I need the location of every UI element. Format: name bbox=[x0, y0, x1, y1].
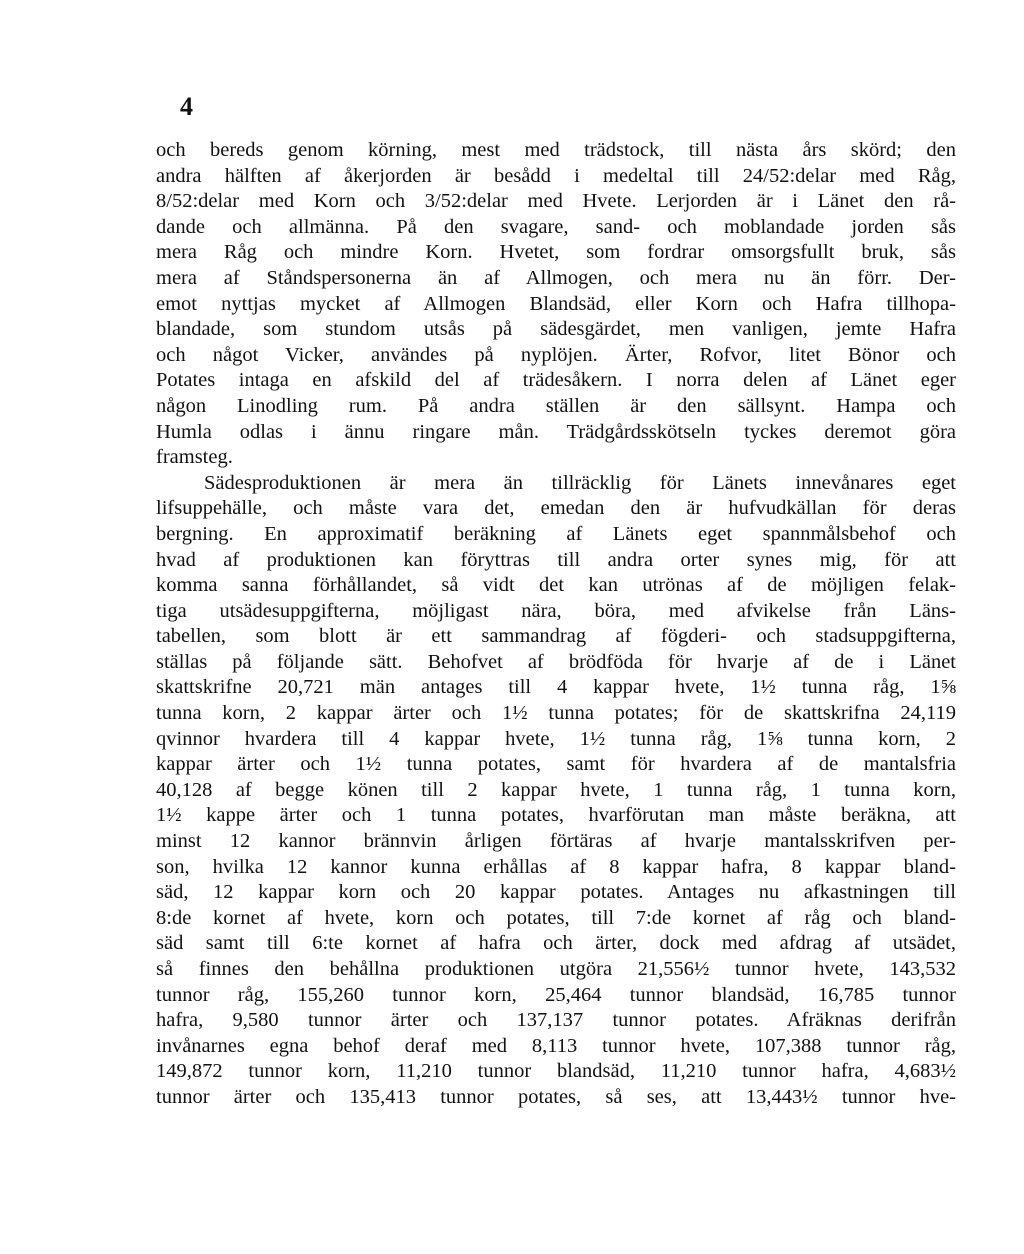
text-line: emot nyttjas mycket af Allmogen Blandsäd, eller Korn och Hafra tillhopa- bbox=[156, 292, 956, 315]
text-line: så finnes den behållna produktionen utgöra 21,556½ tunnor hvete, 143,532 bbox=[156, 958, 956, 980]
text-line: 40,128 af begge könen till 2 kappar hvete, 1 tunna råg, 1 tunna korn, bbox=[156, 778, 956, 801]
text-line: Sädesproduktionen är mera än tillräcklig för Länets innevånares eget bbox=[204, 471, 956, 494]
text-line: bergning. En approximatif beräkning af Länets eget spannmålsbehof och bbox=[156, 522, 956, 545]
text-line: invånarnes egna behof deraf med 8,113 tunnor hvete, 107,388 tunnor råg, bbox=[156, 1034, 956, 1057]
text-line: Humla odlas i ännu ringare mån. Trädgårdsskötseln tyckes deremot göra bbox=[156, 420, 956, 443]
text-line: andra hälften af åkerjorden är besådd i medeltal till 24/52:delar med Råg, bbox=[156, 164, 956, 187]
text-line: 149,872 tunnor korn, 11,210 tunnor blandsäd, 11,210 tunnor hafra, 4,683½ bbox=[156, 1060, 956, 1083]
text-line: komma sanna förhållandet, så vidt det kan utrönas af de möjligen felak- bbox=[156, 574, 956, 597]
page-number: 4 bbox=[180, 92, 193, 121]
text-line: qvinnor hvardera till 4 kappar hvete, 1½ tunna råg, 1⅝ tunna korn, 2 bbox=[156, 727, 956, 750]
text-line: hvad af produktionen kan föryttras till andra orter synes mig, för att bbox=[156, 548, 956, 571]
text-line: och något Vicker, användes på nyplöjen. Ärter, Rofvor, litet Bönor och bbox=[156, 343, 956, 366]
text-line: tunnor ärter och 135,413 tunnor potates, så ses, att 13,443½ tunnor hve- bbox=[156, 1085, 956, 1108]
text-line: och bereds genom körning, mest med trädstock, till nästa års skörd; den bbox=[156, 139, 956, 161]
text-line: kappar ärter och 1½ tunna potates, samt för hvardera af de mantalsfria bbox=[156, 753, 956, 776]
body-text bbox=[156, 138, 956, 1111]
text-line: framsteg. bbox=[156, 446, 233, 469]
text-line: hafra, 9,580 tunnor ärter och 137,137 tunnor potates. Afräknas derifrån bbox=[156, 1009, 956, 1032]
text-line: säd, 12 kappar korn och 20 kappar potates. Antages nu afkastningen till bbox=[156, 881, 956, 904]
text-line: Potates intaga en afskild del af trädesåkern. I norra delen af Länet eger bbox=[156, 369, 956, 392]
text-line: blandade, som stundom utsås på sädesgärdet, men vanligen, jemte Hafra bbox=[156, 318, 956, 341]
text-line: son, hvilka 12 kannor kunna erhållas af 8 kappar hafra, 8 kappar bland- bbox=[156, 855, 956, 878]
text-line: minst 12 kannor brännvin årligen förtäras af hvarje mantalsskrifven per- bbox=[156, 830, 956, 853]
text-line: mera Råg och mindre Korn. Hvetet, som fordrar omsorgsfullt bruk, sås bbox=[156, 241, 956, 264]
text-line: säd samt till 6:te kornet af hafra och ärter, dock med afdrag af utsädet, bbox=[156, 932, 956, 955]
text-line: dande och allmänna. På den svagare, sand- och moblandade jorden sås bbox=[156, 215, 956, 238]
text-line: 8/52:delar med Korn och 3/52:delar med Hvete. Lerjorden är i Länet den rå- bbox=[156, 190, 956, 213]
text-line: tiga utsädesuppgifterna, möjligast nära, böra, med afvikelse från Läns- bbox=[156, 599, 956, 622]
text-line: skattskrifne 20,721 män antages till 4 kappar hvete, 1½ tunna råg, 1⅝ bbox=[156, 676, 956, 699]
text-line: tunna korn, 2 kappar ärter och 1½ tunna potates; för de skattskrifna 24,119 bbox=[156, 702, 956, 725]
text-line: lifsuppehälle, och måste vara det, emedan den är hufvudkällan för deras bbox=[156, 497, 956, 520]
text-line: 8:de kornet af hvete, korn och potates, till 7:de kornet af råg och bland- bbox=[156, 906, 956, 929]
text-line: tunnor råg, 155,260 tunnor korn, 25,464 tunnor blandsäd, 16,785 tunnor bbox=[156, 983, 956, 1006]
text-line: någon Linodling rum. På andra ställen är den sällsynt. Hampa och bbox=[156, 394, 956, 417]
text-line: mera af Ståndspersonerna än af Allmogen, och mera nu än förr. Der- bbox=[156, 266, 956, 289]
text-line: ställas på följande sätt. Behofvet af brödföda för hvarje af de i Länet bbox=[156, 650, 956, 673]
text-line: tabellen, som blott är ett sammandrag af fögderi- och stadsuppgifterna, bbox=[156, 625, 956, 648]
text-line: 1½ kappe ärter och 1 tunna potates, hvarförutan man måste beräkna, att bbox=[156, 804, 956, 827]
